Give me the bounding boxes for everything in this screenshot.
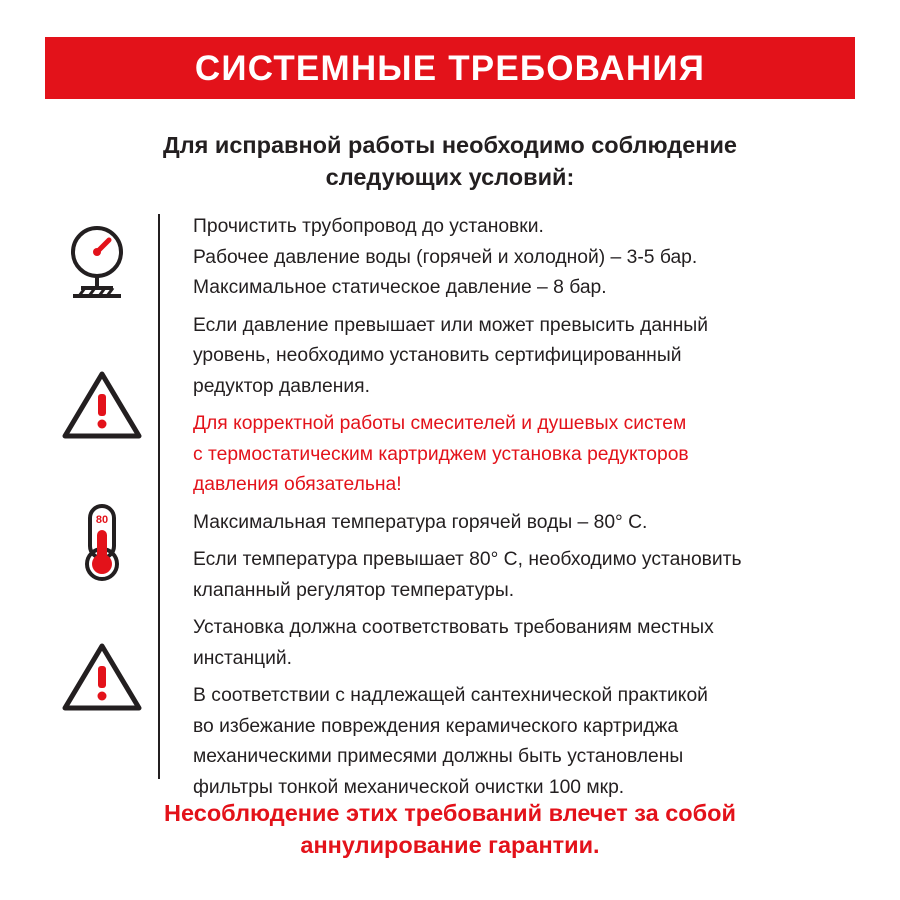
warning-triangle-icon-2 (59, 636, 145, 722)
requirement-item: механическими примесями должны быть установлены (193, 746, 684, 767)
requirement-item: Если температура превышает 80° С, необходимо установить (193, 549, 742, 570)
requirement-item: фильтры тонкой механической очистки 100 мкр. (193, 776, 625, 798)
requirement-item: В соответствии с надлежащей сантехнической практикой (193, 685, 708, 706)
warning-triangle-icon (59, 364, 145, 450)
subtitle-line-2: следующих условий: (325, 163, 575, 190)
requirement-item: инстанций. (193, 647, 292, 669)
requirement-item: Рабочее давление воды (горячей и холодной) – 3-5 бар. (193, 246, 698, 268)
thermometer-value: 80 (95, 514, 109, 526)
requirements-list (193, 212, 853, 803)
requirement-item-highlight: Для корректной работы смесителей и душевых систем (193, 413, 687, 434)
requirement-item: клапанный регулятор температуры. (193, 579, 515, 601)
warranty-warning-line-2: аннулирование гарантии. (300, 832, 600, 859)
requirement-item: Прочистить трубопровод до установки. (193, 216, 544, 237)
thermometer-icon (59, 500, 145, 586)
vertical-divider (158, 214, 160, 779)
header-banner (45, 37, 855, 99)
requirement-item-highlight: с термостатическим картриджем установка редукторов (193, 443, 689, 465)
warranty-warning (70, 797, 830, 862)
requirement-item: во избежание повреждения керамического картриджа (193, 715, 679, 737)
requirement-item: Максимальная температура горячей воды – 80° С. (193, 511, 648, 533)
requirement-item: редуктор давления. (193, 375, 370, 397)
requirement-item: Если давление превышает или может превысить данный (193, 314, 708, 336)
page-title: СИСТЕМНЫЕ ТРЕБОВАНИЯ (194, 48, 706, 88)
requirement-item: Максимальное статическое давление – 8 бар. (193, 277, 607, 298)
requirement-item-highlight: давления обязательна! (193, 474, 402, 495)
subtitle-line-1: Для исправной работы необходимо соблюдение (163, 132, 737, 158)
pressure-gauge-icon (59, 220, 145, 306)
subtitle-block (100, 130, 800, 193)
requirement-item: Установка должна соответствовать требованиям местных (193, 617, 714, 638)
requirements-body (45, 212, 855, 798)
warranty-warning-line-1: Несоблюдение этих требований влечет за собой (164, 800, 736, 826)
requirement-item: уровень, необходимо установить сертифицированный (193, 345, 682, 366)
